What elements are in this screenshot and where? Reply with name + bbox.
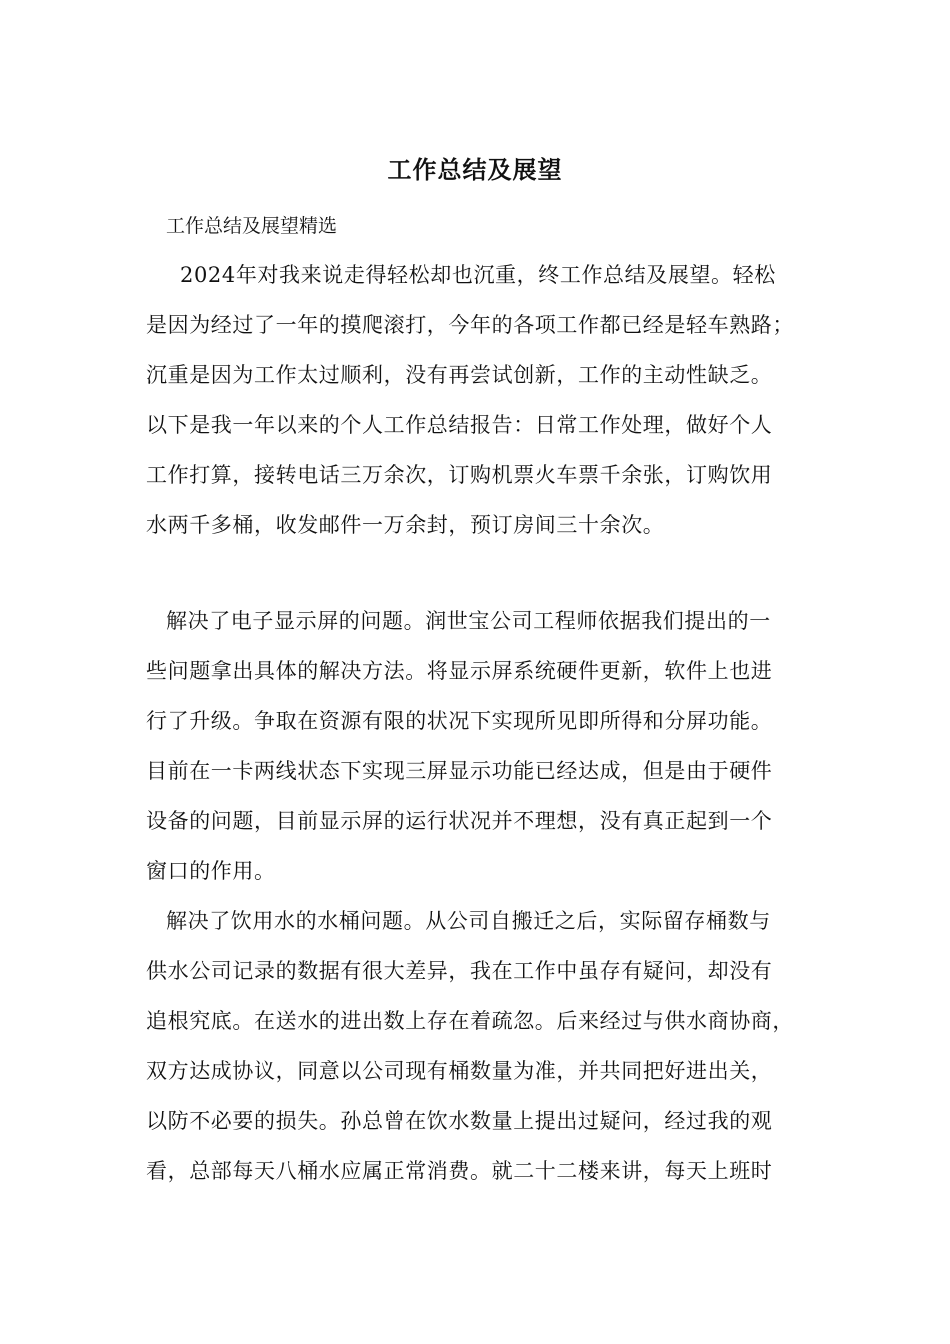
paragraph-2-line-6: 窗口的作用。 [146, 859, 276, 883]
paragraph-2-line-3: 行了升级。争取在资源有限的状况下实现所见即所得和分屏功能。 [146, 709, 773, 733]
page-subtitle: 工作总结及展望精选 [166, 215, 338, 237]
paragraph-3-line-4: 双方达成协议，同意以公司现有桶数量为准，并共同把好进出关， [146, 1059, 773, 1083]
paragraph-1-line-5: 工作打算，接转电话三万余次，订购机票火车票千余张，订购饮用 [146, 463, 773, 487]
paragraph-3-line-5: 以防不必要的损失。孙总曾在饮水数量上提出过疑问，经过我的观 [146, 1109, 773, 1133]
paragraph-3-line-6: 看，总部每天八桶水应属正常消费。就二十二楼来讲，每天上班时 [146, 1159, 773, 1183]
paragraph-2-line-2: 些问题拿出具体的解决方法。将显示屏系统硬件更新，软件上也进 [146, 659, 773, 683]
paragraph-3-line-2: 供水公司记录的数据有很大差异，我在工作中虽存有疑问，却没有 [146, 959, 773, 983]
paragraph-1-line-1: 2024年对我来说走得轻松却也沉重，终工作总结及展望。轻松 [180, 263, 776, 287]
paragraph-1-line-3: 沉重是因为工作太过顺利，没有再尝试创新，工作的主动性缺乏。 [146, 363, 773, 387]
page-title: 工作总结及展望 [387, 155, 563, 184]
paragraph-3-line-1: 解决了饮用水的水桶问题。从公司自搬迁之后，实际留存桶数与 [166, 909, 771, 933]
paragraph-2-line-1: 解决了电子显示屏的问题。润世宝公司工程师依据我们提出的一 [166, 609, 771, 633]
paragraph-1-line-4: 以下是我一年以来的个人工作总结报告：日常工作处理，做好个人 [146, 413, 773, 437]
paragraph-1-line-2: 是因为经过了一年的摸爬滚打，今年的各项工作都已经是轻车熟路； [146, 313, 794, 337]
paragraph-3-line-3: 追根究底。在送水的进出数上存在着疏忽。后来经过与供水商协商， [146, 1009, 794, 1033]
paragraph-1-line-6: 水两千多桶，收发邮件一万余封，预订房间三十余次。 [146, 513, 665, 537]
paragraph-2-line-5: 设备的问题，目前显示屏的运行状况并不理想，没有真正起到一个 [146, 809, 773, 833]
paragraph-2-line-4: 目前在一卡两线状态下实现三屏显示功能已经达成，但是由于硬件 [146, 759, 773, 783]
